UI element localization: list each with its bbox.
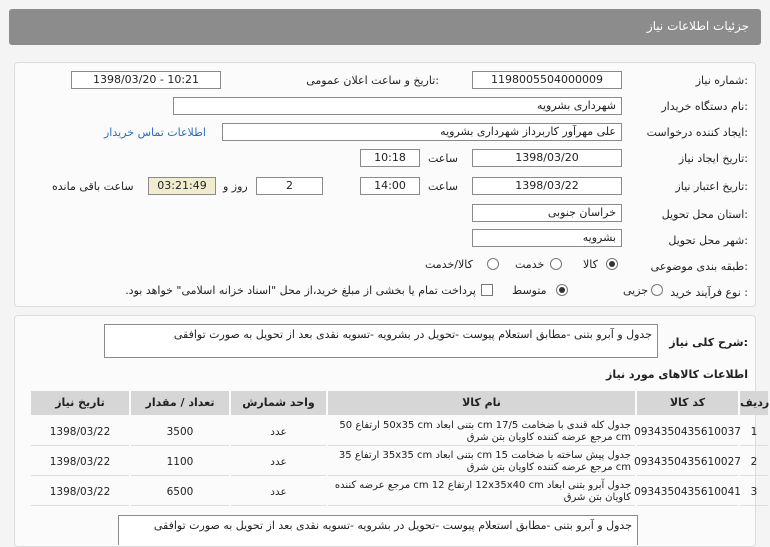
col-code-header: کد کالا <box>637 391 738 415</box>
table-cell-qty: 6500 <box>131 478 229 506</box>
table-cell-date: 1398/03/22 <box>31 418 129 446</box>
buyer-field: شهرداری بشرویه <box>173 97 622 115</box>
category-service-label: خدمت <box>515 258 545 271</box>
validity-time-field: 14:00 <box>360 177 420 195</box>
validity-time-label: ساعت <box>428 180 458 193</box>
summary-text: جدول و آبرو بتنی -مطابق استعلام پیوست -تحویل در بشرویه -تسویه نقدی بعد از تحویل به صورت توافقی <box>104 324 658 358</box>
created-time-label: ساعت <box>428 152 458 165</box>
table-cell-unit: عدد <box>231 418 326 446</box>
category-label: طبقه بندی موضوعی: <box>650 260 748 273</box>
table-cell-date: 1398/03/22 <box>31 478 129 506</box>
col-unit-header: واحد شمارش <box>231 391 326 415</box>
summary-label: شرح کلی نیاز: <box>669 336 748 349</box>
table-cell-unit: عدد <box>231 448 326 476</box>
table-cell-code: 0934350435610037 <box>637 418 738 446</box>
remaining-time-field: 03:21:49 <box>148 177 216 195</box>
purchase-label: نوع فرآیند خرید : <box>670 286 748 299</box>
city-label: شهر محل تحویل: <box>668 234 748 247</box>
created-date-field: 1398/03/20 <box>472 149 622 167</box>
table-cell-row: 1 <box>740 418 768 446</box>
validity-date-field: 1398/03/22 <box>472 177 622 195</box>
created-label: تاریخ ایجاد نیاز: <box>678 152 748 165</box>
category-service-radio[interactable] <box>550 258 562 270</box>
table-cell-code: 0934350435610027 <box>637 448 738 476</box>
province-label: استان محل تحویل: <box>661 208 748 221</box>
table-cell-row: 3 <box>740 478 768 506</box>
need-number-label: شماره نیاز: <box>695 74 748 87</box>
city-field: بشرویه <box>472 229 622 247</box>
table-cell-name: جدول کله قندی با ضخامت 17/5 cm بتنی ابعاد 50x35 cm ارتفاع 50 cm مرجع عرضه کننده کاویان بتن شرق <box>328 418 635 446</box>
page-title: جزئیات اطلاعات نیاز <box>646 19 749 33</box>
table-cell-code: 0934350435610041 <box>637 478 738 506</box>
table-cell-qty: 3500 <box>131 418 229 446</box>
days-label: روز و <box>223 180 248 193</box>
purchase-medium-radio[interactable] <box>556 284 568 296</box>
table-cell-unit: عدد <box>231 478 326 506</box>
table-cell-name: جدول پیش ساخته با ضخامت 15 cm بتنی ابعاد 35x35 cm ارتفاع 35 cm مرجع عرضه کننده کاویان بتن شرق <box>328 448 635 476</box>
validity-label: تاریخ اعتبار نیاز: <box>675 180 748 193</box>
table-cell-date: 1398/03/22 <box>31 448 129 476</box>
page-header <box>9 9 761 45</box>
table-cell-qty: 1100 <box>131 448 229 476</box>
col-date-header: تاریخ نیاز <box>31 391 129 415</box>
requester-label: ایجاد کننده درخواست: <box>646 126 748 139</box>
category-both-label: کالا/خدمت <box>425 258 473 271</box>
need-number-field: 1198005504000009 <box>472 71 622 89</box>
treasury-checkbox[interactable] <box>481 284 493 296</box>
purchase-minor-label: جزیی <box>623 284 649 297</box>
category-goods-label: کالا <box>583 258 598 271</box>
col-qty-header: تعداد / مقدار <box>131 391 229 415</box>
footer-description: جدول و آبرو بتنی -مطابق استعلام پیوست -تحویل در بشرویه -تسویه نقدی بعد از تحویل به صورت توافقی <box>118 515 638 545</box>
days-field: 2 <box>256 177 323 195</box>
col-name-header: نام کالا <box>328 391 635 415</box>
category-goods-radio[interactable] <box>606 258 618 270</box>
treasury-note: پرداخت تمام یا بخشی از مبلغ خرید،از محل "اسناد خزانه اسلامی" خواهد بود. <box>125 284 476 297</box>
province-field: خراسان جنوبی <box>472 204 622 222</box>
buyer-contact-link[interactable]: اطلاعات تماس خریدار <box>104 126 206 139</box>
requester-field: علی مهرآور کاربرداز شهرداری بشرویه <box>222 123 622 141</box>
goods-title: اطلاعات کالاهای مورد نیاز <box>606 368 748 381</box>
category-both-radio[interactable] <box>487 258 499 270</box>
announce-label: تاریخ و ساعت اعلان عمومی: <box>306 74 439 87</box>
table-cell-name: جدول آبرو بتنی ابعاد 12x35x40 cm ارتفاع 12 cm مرجع عرضه کننده کاویان بتن شرق <box>328 478 635 506</box>
table-cell-row: 2 <box>740 448 768 476</box>
remaining-label: ساعت باقی مانده <box>52 180 134 193</box>
announce-field: 1398/03/20 - 10:21 <box>71 71 221 89</box>
col-row-header: ردیف <box>740 391 768 415</box>
created-time-field: 10:18 <box>360 149 420 167</box>
purchase-medium-label: متوسط <box>512 284 547 297</box>
purchase-minor-radio[interactable] <box>651 284 663 296</box>
buyer-label: نام دستگاه خریدار: <box>661 100 748 113</box>
